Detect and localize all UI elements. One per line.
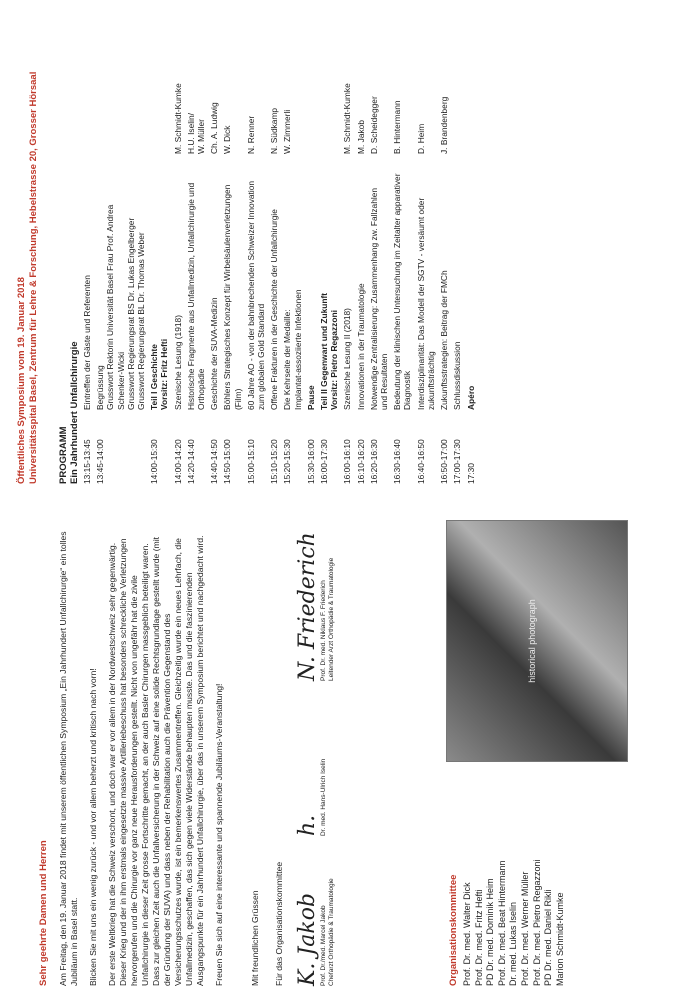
schedule-time: 13:45-14:00 [95, 439, 106, 484]
schedule-speaker: N. Renner [245, 115, 256, 154]
schedule-content: Historische Fragmente aus Unfallmedizin, Unfallchirurgie und Orthopädie [185, 182, 207, 410]
schedule-content: Apéro [465, 385, 476, 410]
handwritten-signature: N. Friederich [295, 532, 320, 681]
schedule-time: 16:00-17:30 [319, 439, 330, 484]
photo-placeholder: historical photograph [527, 599, 537, 683]
schedule-content: Geschichte der SUVA-Medizin [209, 297, 220, 410]
greeting: Sehr geehrte Damen und Herren [38, 840, 49, 986]
letter-body [58, 526, 233, 986]
schedule-content: Die Kehrseite der Medaille: Implantat-assoziierte Infektionen [282, 289, 303, 410]
committee-member: Prof. Dr. med. Walter Dick [462, 882, 472, 986]
schedule-time: 14:50-15:00 [222, 439, 233, 484]
schedule-row [269, 4, 279, 484]
schedule-time: 14:00-15:30 [149, 439, 160, 484]
schedule-speaker: J. Brandenberg [439, 96, 450, 154]
program-label: PROGRAMM [58, 426, 69, 484]
schedule-row [282, 4, 302, 484]
committee-member: Prof. Dr. med. Werner Müller [519, 871, 530, 986]
paragraph: Der erste Weltkrieg hat die Schweiz verschont, und doch war er vor allem in der Nordwestschweiz sehr gegenwärtig. Dieser Krieg und der in ihm erstmals eingesetzte massive Artilleriebeschuss hat besonders schreckliche Verletzungen hervorgerufen und die Chirurgie vor ganz neue Herausforderungen gestellt. Nicht von ungefähr hat die zivile Unfallchirurgie in dieser Zeit grosse Fortschritte gemacht, an der auch Basler Chirurgen massgeblich beteiligt waren. Dass zur gleichen Zeit auch die Unfallversicherung in der Schweiz auf eine solide Rechtsgrundlage gestellt wurde (mit der Gründung der SUVA) und dass neben der Rehabilitation auch die Prävention Gegenstand des Versicherungsschutzes wurde, ist ein bemerkenswertes Zusammentreffen. Gleichzeitig wurde ein neues Lehrfach, die Unfallmedizin, geschaffen, das sich gegen viele Widerstände behaupten musste. Das und die faszinierenden Ausgangspunkte für ein Jahrhundert Unfallchirurgie, über das in unserem Symposium berichtet und nachgedacht wird. [107, 535, 205, 986]
schedule-content: Eintreffen der Gäste und Referenten [82, 275, 92, 410]
schedule-time: 16:20-16:30 [368, 439, 379, 484]
schedule-row [369, 4, 389, 484]
schedule-time: 16:30-16:40 [392, 439, 403, 484]
schedule-time: 16:40-16:50 [415, 439, 426, 484]
signer-name: Dr. med. Hans-Ulrich Iselin [320, 758, 327, 836]
schedule-content: Teil II Gegenwart und Zukunft Vorsitz: Pietro Regazzoni [319, 292, 340, 410]
schedule-content: Zukunftsstrategien: Beitrag der FMCh [439, 270, 450, 410]
schedule-time: 17:00-17:30 [452, 439, 463, 484]
program-title [58, 341, 80, 484]
schedule-speaker: M. Schmidt-Kumke [342, 83, 353, 154]
schedule-row [209, 4, 219, 484]
schedule-content: Innovationen in der Traumatologie [355, 283, 366, 410]
schedule-row [452, 4, 462, 484]
schedule-row [466, 4, 476, 484]
schedule-row [173, 4, 183, 484]
schedule-row [306, 4, 316, 484]
committee-list [462, 786, 566, 986]
schedule-speaker: W. Zimmerli [282, 109, 293, 154]
schedule-content: Begrüssung Grusswort Rektorin Universität Basel Frau Prof. Andrea Schenker-Wicki Grusswort Regierungsrat BS Dr. Lukas Engelberger Grusswort Regierungsrat BL Dr. Thomas Weber [95, 204, 147, 410]
schedule-content: Szenische Lesung (1918) [172, 315, 183, 410]
schedule-speaker: W. Dick [222, 125, 233, 154]
schedule-time: 15:20-15:30 [282, 439, 293, 484]
committee-member: Prof. Dr. med. Beat Hintermann [496, 860, 507, 986]
schedule-speaker: Ch. A. Ludwig [209, 102, 220, 154]
schedule-speaker: D. Scheidegger [368, 96, 379, 154]
signer-name: Prof. Dr./med. Marcel Jakob [320, 905, 327, 986]
event-location: Universitätsspital Basel, Zentrum für Lehre & Forschung, Hebelstrasse 20, Grosser Hörsaal [27, 71, 39, 484]
schedule-time: 13:15-13:45 [82, 439, 92, 484]
schedule-speaker: M. Schmidt-Kumke [172, 83, 183, 154]
schedule [82, 4, 479, 484]
schedule-time: 15:30-16:00 [305, 439, 316, 484]
committee-member: Prof. Dr. med. Pietro Regazzoni [531, 859, 542, 986]
committee-member: PD Dr. med. Daniel Rikli [543, 889, 554, 986]
letter-panel [0, 502, 674, 1004]
schedule-time: 15:00-15:10 [245, 439, 256, 484]
schedule-content: Böhlers Strategisches Konzept für Wirbelsäulenverletzungen (Film) [222, 184, 243, 410]
schedule-time: 14:20-14:40 [185, 439, 196, 484]
schedule-row [82, 4, 92, 484]
committee-member: Prof. Dr. med. Fritz Hefti [473, 889, 484, 986]
schedule-speaker: M. Jakob [355, 120, 366, 154]
committee-member: PD Dr. med. Dominik Heim [485, 878, 496, 986]
committee-member: Dr. med. Lukas Iselin [508, 901, 519, 986]
schedule-content: Interdisziplinarität: Das Modell der SGTV - versäumt oder zukunftsträchtig [415, 197, 436, 410]
schedule-content: Teil I Geschichte Vorsitz: Fritz Hefti [149, 338, 170, 410]
schedule-time: 14:40-14:50 [209, 439, 220, 484]
closing: Mit freundlichen Grüssen [250, 890, 260, 986]
schedule-content: Pause [305, 385, 316, 410]
schedule-row [246, 4, 266, 484]
schedule-content: 60 Jahre AO - von der bahnbrechenden Schweizer Innovation zum globalen Gold Standard [245, 180, 267, 410]
schedule-row [222, 4, 242, 484]
schedule-row [319, 4, 339, 484]
event-header [16, 4, 39, 484]
committee-member: Marion Schmidt-Kumke [554, 892, 565, 986]
schedule-time: 14:00-14:20 [172, 439, 183, 484]
schedule-content: Bedeutung der klinischen Untersuchung im Zeitalter apparativer Diagnostik [392, 173, 413, 410]
signature-friederich [296, 531, 336, 681]
paragraph: Blicken Sie mit uns ein wenig zurück - und vor allem beherzt und kritisch nach vorn! [88, 668, 98, 986]
schedule-row [149, 4, 169, 484]
schedule-content: Notwendige Zentralisierung: Zusammenhang zw. Fallzahlen und Resultaten [368, 187, 390, 410]
schedule-speaker: D. Heim [415, 123, 426, 154]
handwritten-signature: K. Jakob [295, 892, 320, 986]
schedule-content: Szenische Lesung II (2018) [342, 308, 353, 410]
schedule-time: 17:30 [465, 463, 476, 484]
historical-photo [446, 520, 628, 762]
schedule-time: 16:50-17:00 [439, 439, 450, 484]
signature-jakob [296, 836, 336, 986]
schedule-time: 15:10-15:20 [269, 439, 280, 484]
schedule-row [95, 4, 146, 484]
signer-role: Chefarzt Orthopädie & Traumatologie [328, 878, 335, 986]
signer-role: Leitender Arzt Orthopädie & Traumatologie [328, 557, 335, 681]
signature-row [296, 516, 336, 986]
schedule-time: 16:10-16:20 [355, 439, 366, 484]
schedule-content: Schlussdiskussion [452, 341, 463, 410]
schedule-time: 16:00-16:10 [342, 439, 353, 484]
event-date: Öffentliches Symposium vom 19. Januar 2018 [16, 277, 27, 484]
schedule-speaker: B. Hintermann [392, 100, 403, 154]
signer-name: Prof. Dr. med. Niklaus F. Friederich [320, 580, 327, 681]
program-name: Ein Jahrhundert Unfallchirurgie [69, 341, 80, 484]
schedule-content: Offene Frakturen in der Geschichte der Unfallchirurgie [269, 209, 280, 410]
signature-iselin [296, 686, 328, 836]
schedule-row [416, 4, 436, 484]
closing-org: Für das Organisationskommittee [274, 861, 284, 986]
paragraph: Freuen Sie sich auf eine interessante und spannende Jubiläums-Veranstaltung! [214, 683, 224, 986]
paragraph: Am Freitag, den 19. Januar 2018 findet mit unserem öffentlichen Symposium „Ein Jahrhundert Unfallchirurgie“ ein tolles Jubiläum in Basel statt. [58, 531, 79, 986]
handwritten-signature: h. [295, 814, 320, 836]
schedule-speaker: N. Südkamp [269, 107, 280, 154]
schedule-row [439, 4, 449, 484]
schedule-row [186, 4, 206, 484]
schedule-speaker: H.U. Iselin/ W. Müller [185, 113, 207, 154]
committee-title: Organisationskommittee [448, 874, 459, 986]
schedule-row [356, 4, 366, 484]
schedule-row [342, 4, 352, 484]
schedule-row [392, 4, 412, 484]
